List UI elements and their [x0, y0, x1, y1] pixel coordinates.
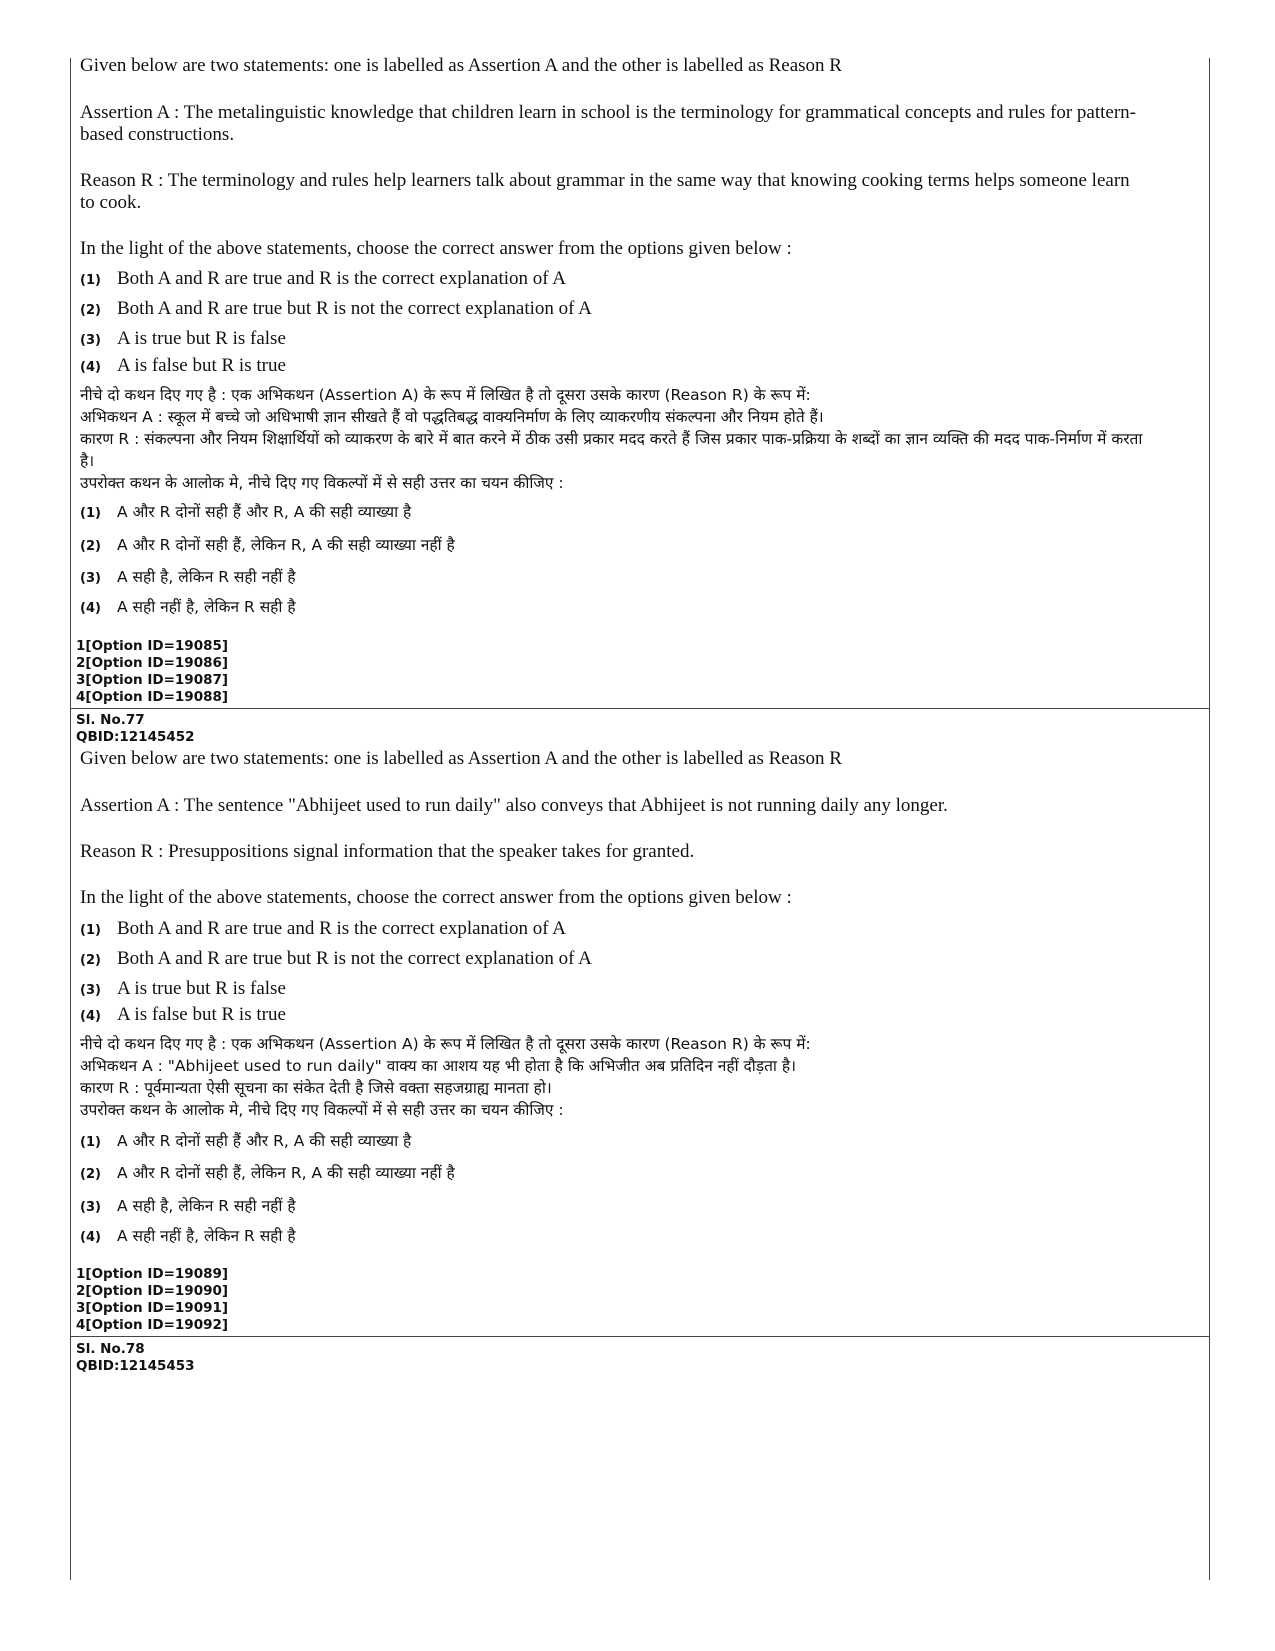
- q77-header: [76, 712, 195, 746]
- q76-hindi-prompt: उपरोक्त कथन के आलोक मे, नीचे दिए गए विकल्पों में से सही उत्तर का चयन कीजिए :: [80, 474, 564, 492]
- q77-hindi-option-3: [80, 1195, 296, 1219]
- q76-hindi-option-2: [80, 534, 455, 558]
- option-text: A is false but R is true: [117, 1004, 286, 1025]
- option-text: Both A and R are true and R is the correct explanation of A: [117, 268, 567, 289]
- option-number: (2): [80, 953, 101, 968]
- q77-option-4: [80, 1004, 286, 1028]
- q76-hindi-option-1: [80, 501, 411, 525]
- q77-hindi-assertion: अभिकथन A : "Abhijeet used to run daily" वाक्य का आशय यह भी होता है कि अभिजीत अब प्रतिदिन नहीं दौड़ता है।: [80, 1057, 796, 1075]
- option-number: (2): [80, 539, 101, 554]
- option-number: (1): [80, 923, 101, 938]
- option-id: 1[Option ID=19089]: [76, 1266, 229, 1282]
- sl-no: Sl. No.77: [76, 712, 145, 728]
- option-text: Both A and R are true and R is the correct explanation of A: [117, 918, 567, 939]
- option-number: (3): [80, 983, 101, 998]
- option-number: (3): [80, 333, 101, 348]
- option-text: A और R दोनों सही हैं और R, A की सही व्याख्या है: [117, 503, 412, 521]
- q76-option-4: [80, 355, 286, 379]
- option-text: Both A and R are true but R is not the correct explanation of A: [117, 298, 592, 319]
- option-id: 3[Option ID=19091]: [76, 1300, 229, 1316]
- option-number: (4): [80, 1230, 101, 1245]
- option-number: (3): [80, 1200, 101, 1215]
- option-id: 1[Option ID=19085]: [76, 638, 229, 654]
- q77-option-1: [80, 918, 566, 942]
- option-text: A सही है, लेकिन R सही नहीं है: [117, 1197, 296, 1215]
- option-id: 2[Option ID=19086]: [76, 655, 229, 671]
- q76-prompt: In the light of the above statements, choose the correct answer from the options given below :: [80, 238, 792, 259]
- q76-hindi-assertion: अभिकथन A : स्कूल में बच्चे जो अधिभाषी ज्ञान सीखते हैं वो पद्धतिबद्ध वाक्यनिर्माण के लिए व्याकरणीय संकल्पना और नियम होते हैं।: [80, 408, 824, 426]
- q77-hindi-option-1: [80, 1130, 411, 1154]
- option-number: (4): [80, 360, 101, 375]
- q77-intro: Given below are two statements: one is labelled as Assertion A and the other is labelled as Reason R: [80, 748, 842, 769]
- sl-no: Sl. No.78: [76, 1341, 145, 1357]
- q76-option-ids: [76, 638, 228, 706]
- q77-hindi-option-4: [80, 1225, 296, 1249]
- q77-hindi-reason: कारण R : पूर्वमान्यता ऐसी सूचना का संकेत देती है जिसे वक्ता सहजग्राह्य मानता हो।: [80, 1079, 552, 1097]
- q76-hindi-option-3: [80, 566, 296, 590]
- option-text: A सही नहीं है, लेकिन R सही है: [117, 598, 296, 616]
- option-text: A सही है, लेकिन R सही नहीं है: [117, 568, 296, 586]
- option-text: A is false but R is true: [117, 355, 286, 376]
- q77-prompt: In the light of the above statements, choose the correct answer from the options given below :: [80, 887, 792, 908]
- q76-intro: Given below are two statements: one is labelled as Assertion A and the other is labelled as Reason R: [80, 55, 842, 76]
- q77-option-ids: [76, 1266, 228, 1334]
- option-text: A और R दोनों सही हैं और R, A की सही व्याख्या है: [117, 1132, 412, 1150]
- q77-hindi-intro: नीचे दो कथन दिए गए है : एक अभिकथन (Assertion A) के रूप में लिखित है तो दूसरा उसके कारण (Reason R) के रूप में:: [80, 1035, 811, 1053]
- qbid: QBID:12145452: [76, 729, 195, 745]
- option-number: (2): [80, 303, 101, 318]
- option-text: A is true but R is false: [117, 978, 286, 999]
- q76-option-2: [80, 298, 592, 322]
- q77-option-3: [80, 978, 286, 1002]
- q76-hindi-option-4: [80, 596, 296, 620]
- q76-hindi-reason: कारण R : संकल्पना और नियम शिक्षार्थियों को व्याकरण के बारे में बात करने में ठीक उसी प्रकार मदद करते हैं जिस प्रकार पाक-प्रक्रिया के शब्दों का ज्ञान व्यक्ति की मदद पाक-निर्माण में करता है।: [80, 430, 1143, 470]
- q77-hindi-prompt: उपरोक्त कथन के आलोक मे, नीचे दिए गए विकल्पों में से सही उत्तर का चयन कीजिए :: [80, 1101, 564, 1119]
- q77-assertion: Assertion A : The sentence "Abhijeet used to run daily" also conveys that Abhijeet is not running daily any longer.: [80, 795, 948, 816]
- question-divider: [70, 708, 1209, 709]
- option-text: A सही नहीं है, लेकिन R सही है: [117, 1227, 296, 1245]
- q76-option-3: [80, 328, 286, 352]
- option-id: 4[Option ID=19088]: [76, 689, 229, 705]
- option-number: (3): [80, 571, 101, 586]
- q76-option-1: [80, 268, 566, 292]
- option-text: Both A and R are true but R is not the correct explanation of A: [117, 948, 592, 969]
- option-text: A और R दोनों सही हैं, लेकिन R, A की सही व्याख्या नहीं है: [117, 536, 455, 554]
- option-id: 3[Option ID=19087]: [76, 672, 229, 688]
- option-number: (2): [80, 1167, 101, 1182]
- option-number: (4): [80, 1009, 101, 1024]
- q78-header: [76, 1341, 195, 1375]
- qbid: QBID:12145453: [76, 1358, 195, 1374]
- option-id: 4[Option ID=19092]: [76, 1317, 229, 1333]
- q76-hindi-intro: नीचे दो कथन दिए गए है : एक अभिकथन (Assertion A) के रूप में लिखित है तो दूसरा उसके कारण (Reason R) के रूप में:: [80, 386, 811, 404]
- option-number: (1): [80, 1135, 101, 1150]
- q76-assertion: Assertion A : The metalinguistic knowledge that children learn in school is the terminology for grammatical concepts and rules for pattern-based constructions.: [80, 102, 1136, 145]
- question-divider: [70, 1336, 1209, 1337]
- option-number: (1): [80, 273, 101, 288]
- option-number: (1): [80, 506, 101, 521]
- option-text: A और R दोनों सही हैं, लेकिन R, A की सही व्याख्या नहीं है: [117, 1164, 455, 1182]
- option-number: (4): [80, 601, 101, 616]
- q77-hindi-option-2: [80, 1162, 455, 1186]
- option-id: 2[Option ID=19090]: [76, 1283, 229, 1299]
- option-text: A is true but R is false: [117, 328, 286, 349]
- q77-reason: Reason R : Presuppositions signal information that the speaker takes for granted.: [80, 841, 695, 862]
- q77-option-2: [80, 948, 592, 972]
- q76-reason: Reason R : The terminology and rules help learners talk about grammar in the same way that knowing cooking terms helps someone learn to cook.: [80, 170, 1130, 213]
